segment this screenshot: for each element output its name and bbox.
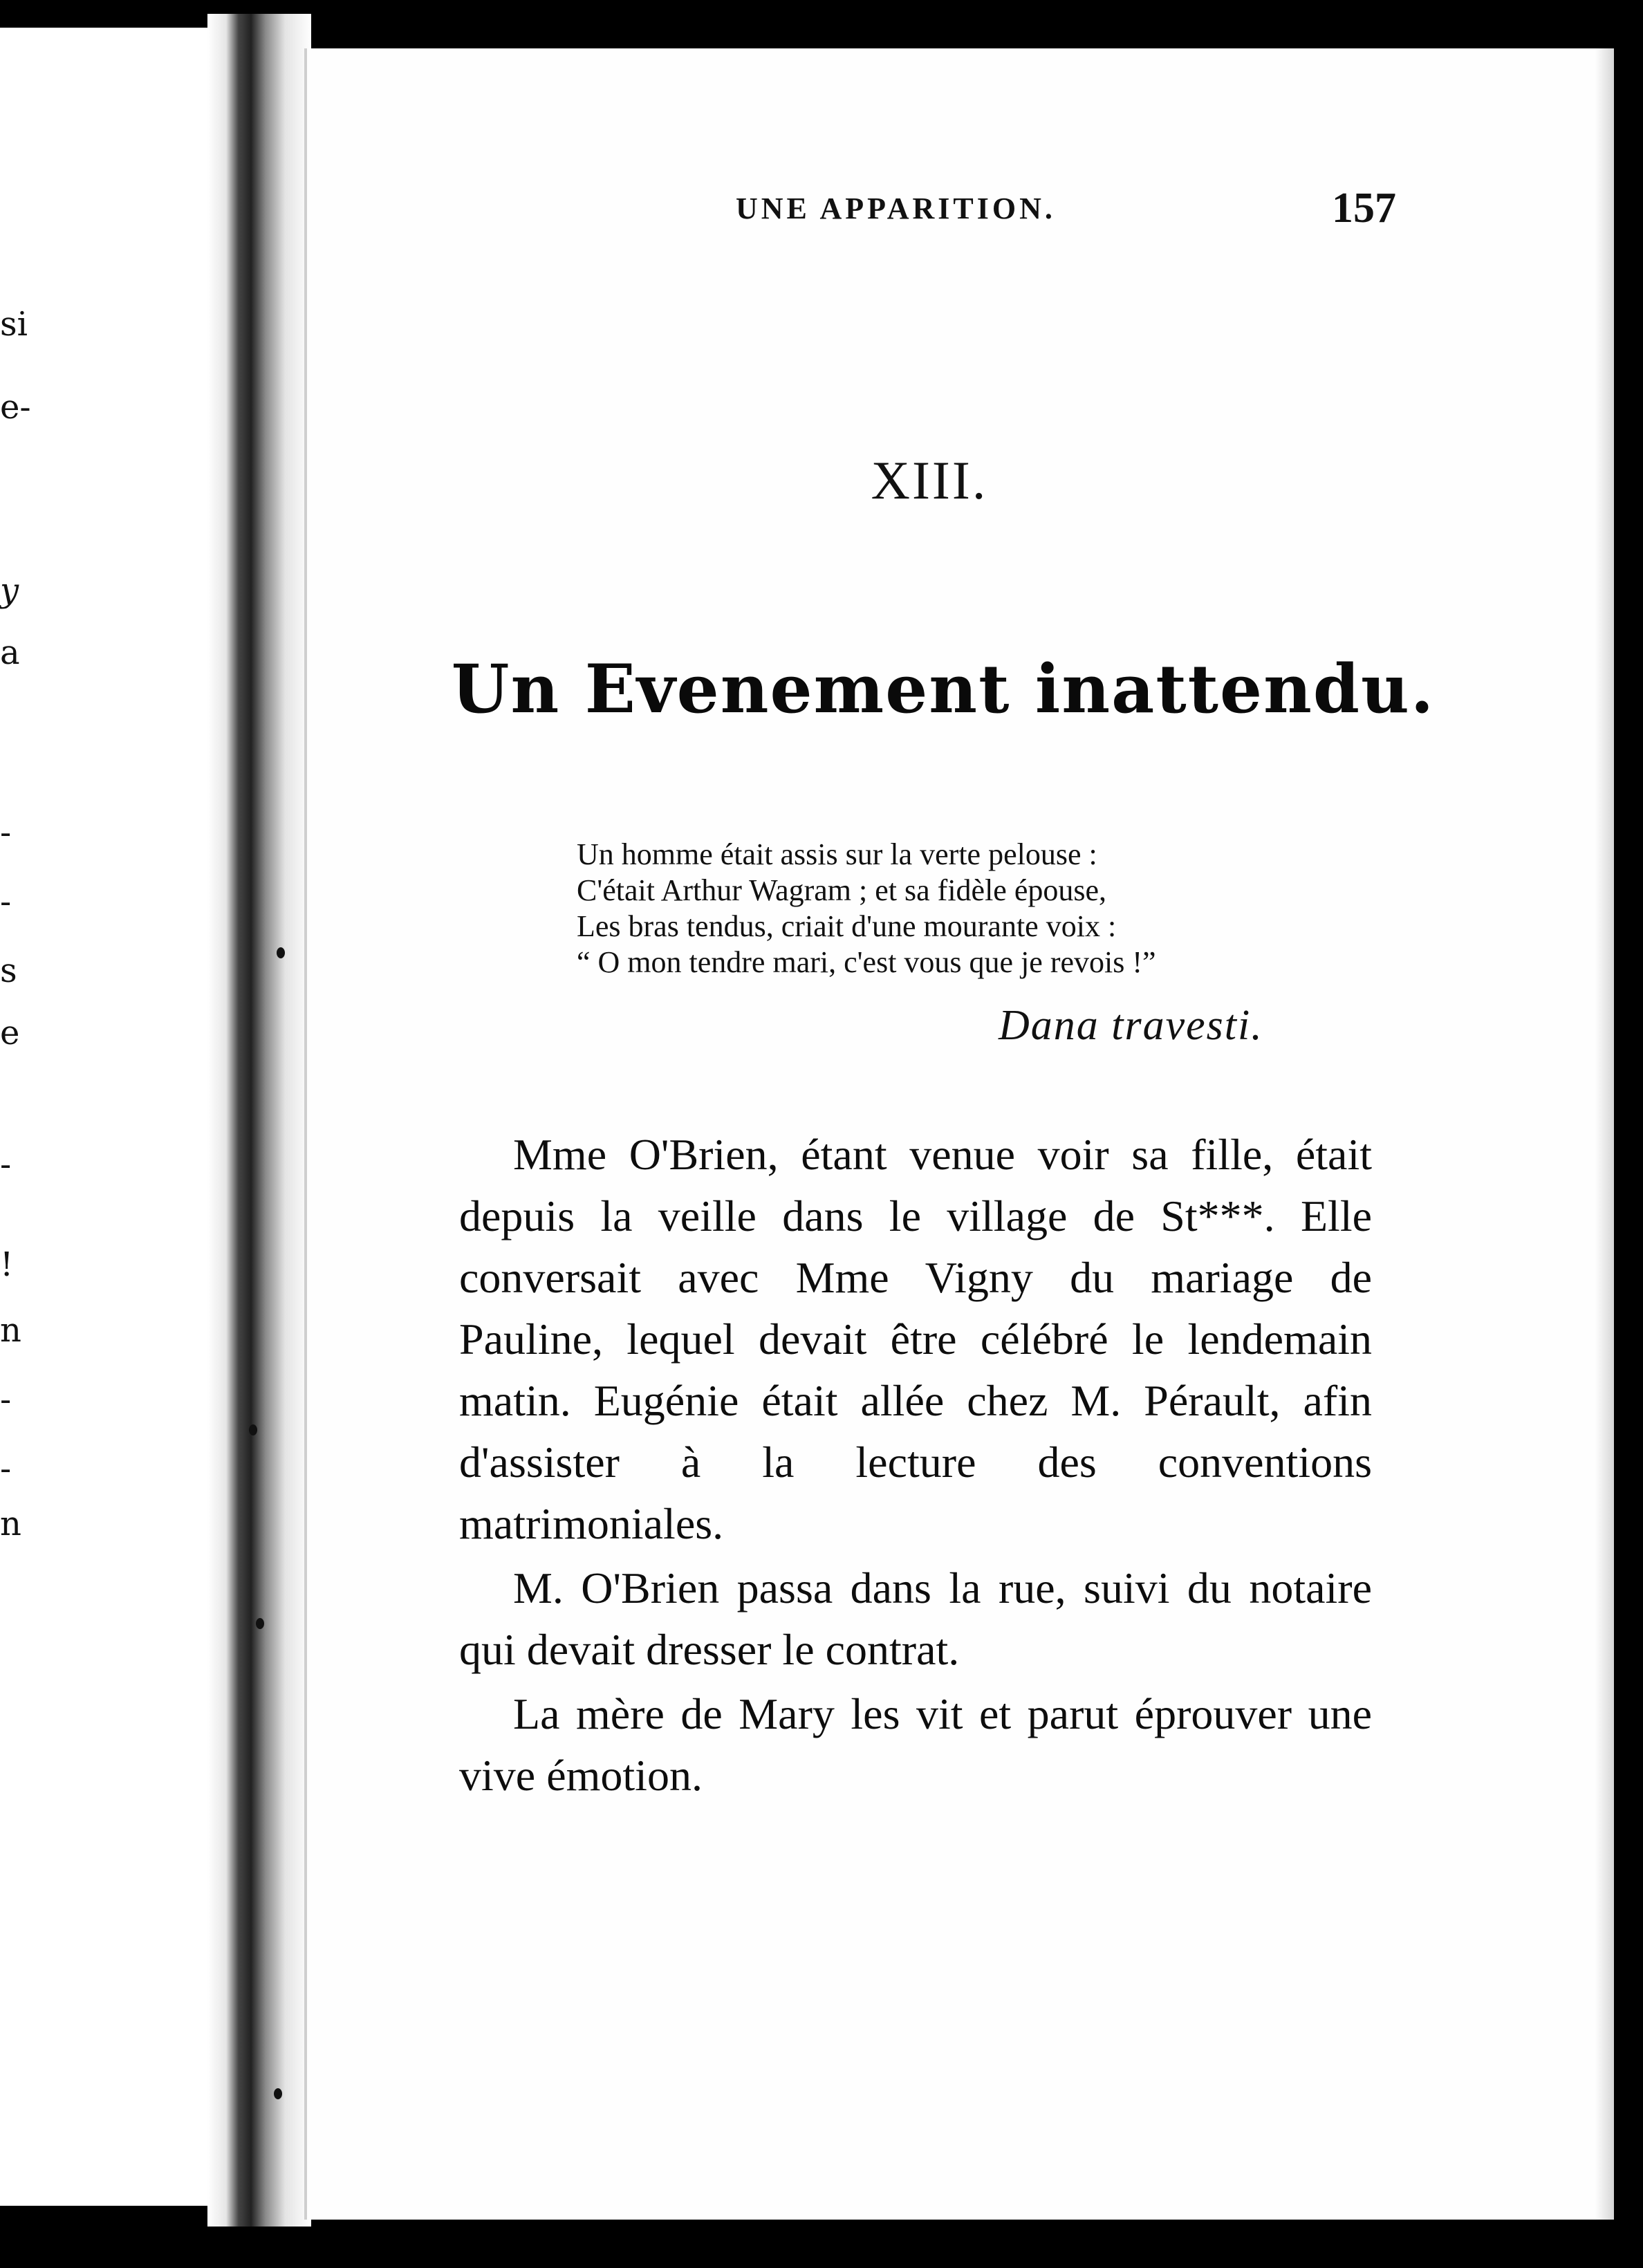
previous-page xyxy=(0,28,209,2206)
left-page-text-fragment: - xyxy=(0,813,12,852)
page-number: 157 xyxy=(1332,185,1396,232)
left-page-text-fragment: y xyxy=(0,571,19,610)
epigraph-line: Les bras tendus, criait d'une mourante voix : xyxy=(577,909,1117,943)
left-page-text-fragment: - xyxy=(0,1145,12,1184)
binding-hole-mark xyxy=(256,1618,264,1629)
paragraph: La mère de Mary les vit et parut éprouver une vive émotion. xyxy=(459,1689,1372,1800)
running-title: UNE APPARITION. xyxy=(736,192,1056,225)
left-page-text-fragment: n xyxy=(0,1505,21,1543)
epigraph-attribution: Dana travesti. xyxy=(999,1002,1263,1049)
left-page-text-fragment: e- xyxy=(0,388,31,427)
epigraph-line: “ O mon tendre mari, c'est vous que je revois !” xyxy=(577,945,1156,979)
book-gutter-shadow xyxy=(207,14,311,2227)
left-page-text-fragment: - xyxy=(0,1449,12,1488)
left-page-text-fragment: - xyxy=(0,882,12,921)
epigraph xyxy=(577,837,1643,980)
left-page-text-fragment: ! xyxy=(0,1245,14,1284)
binding-hole-mark xyxy=(274,2088,282,2099)
left-page-text-fragment: - xyxy=(0,1380,12,1419)
binding-hole-mark xyxy=(249,1424,257,1435)
book-page xyxy=(304,48,1614,2220)
left-page-text-fragment: si xyxy=(0,305,28,344)
paragraph: M. O'Brien passa dans la rue, suivi du notaire qui devait dresser le contrat. xyxy=(459,1563,1372,1674)
body-text xyxy=(459,1124,1372,1809)
left-page-text-fragment: n xyxy=(0,1311,21,1350)
left-page-text-fragment: e xyxy=(0,1014,20,1052)
left-page-text-fragment: s xyxy=(0,951,17,990)
epigraph-line: Un homme était assis sur la verte pelouse : xyxy=(577,837,1097,871)
epigraph-line: C'était Arthur Wagram ; et sa fidèle épouse, xyxy=(577,873,1107,907)
chapter-title: Un Evenement inattendu. xyxy=(451,650,1436,728)
chapter-number: XIII. xyxy=(871,450,988,510)
left-page-text-fragment: a xyxy=(0,633,20,672)
binding-hole-mark xyxy=(277,947,285,958)
paragraph: Mme O'Brien, étant venue voir sa fille, était depuis la veille dans le village de St***. Elle conversait avec Mme Vigny du mariage de Pauline, lequel devait être célébré le lendemain matin. Eugénie était allée chez M. Pérault, afin d'assister à la lecture des conventions matrimoniales. xyxy=(459,1130,1372,1548)
page-edge xyxy=(1595,48,1614,2220)
